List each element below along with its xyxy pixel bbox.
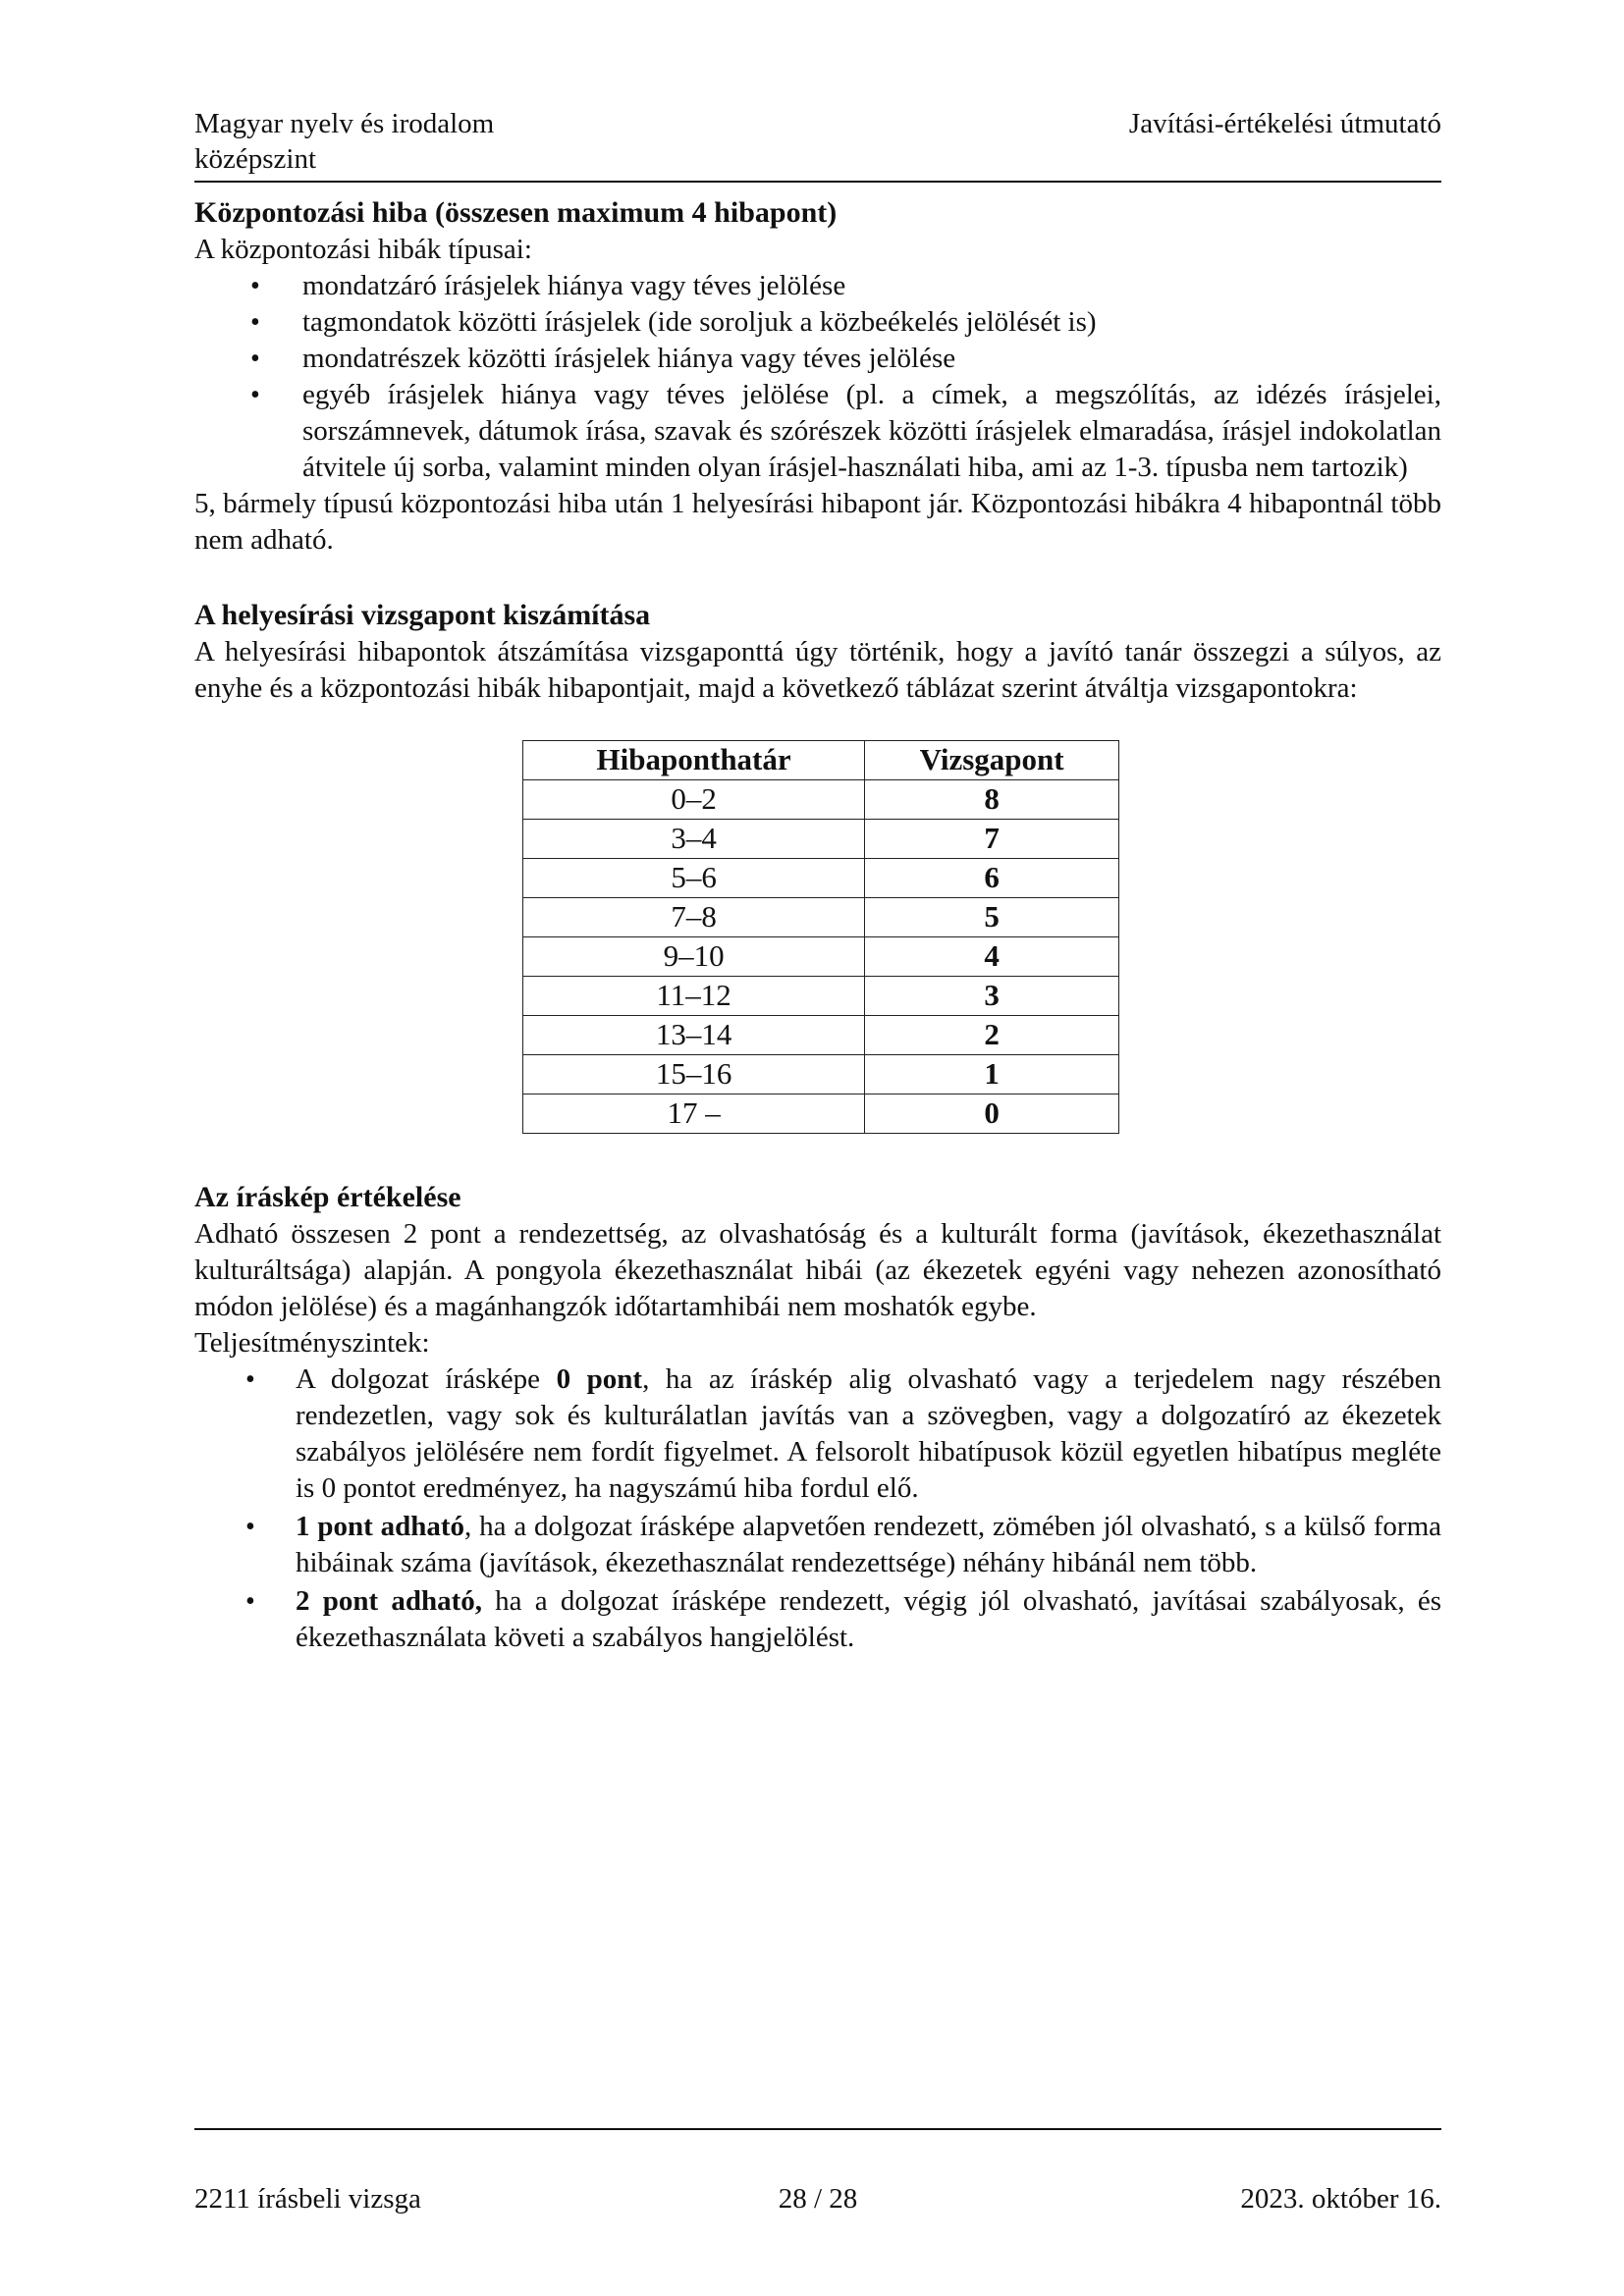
exam-label: 2211 írásbeli vizsga — [194, 2183, 421, 2215]
list-item — [194, 304, 1441, 341]
range-cell: 9–10 — [523, 937, 865, 977]
writing-text: Adható összesen 2 pont a rendezettség, az olvashatóság és a kulturált forma (javítások, ékezethasználat kulturáltsága) alapján. A pongyola ékezethasználat hibái (az ékezetek egyéni vagy nehezen azonosítható módon jelölése) és a magánhangzók időtartamhibái nem moshatók egybe. — [194, 1218, 1441, 1322]
range-cell: 13–14 — [523, 1016, 865, 1055]
list-item — [194, 1583, 1441, 1656]
bullet-icon: • — [250, 307, 260, 338]
subject-label: Magyar nyelv és irodalom — [194, 108, 495, 139]
exam-date: 2023. október 16. — [1240, 2183, 1441, 2215]
col-header-score: Vizsgapont — [865, 741, 1119, 780]
list-item — [194, 377, 1441, 486]
centralized-list — [194, 268, 1441, 486]
score-cell: 2 — [865, 1016, 1119, 1055]
page-header — [194, 106, 1441, 185]
score-cell: 8 — [865, 780, 1119, 820]
range-cell: 15–16 — [523, 1055, 865, 1095]
list-item-text: mondatzáró írásjelek hiánya vagy téves jelölése — [302, 270, 846, 301]
col-header-range: Hibaponthatár — [523, 741, 865, 780]
list-item — [194, 268, 1441, 304]
level-post: , ha az íráskép alig olvasható vagy a terjedelem nagy részében rendezetlen, vagy sok és kulturálatlan javítás van a szövegben, vagy a dolgozatíró az ékezetek szabályos jelölésére nem fordít figyelmet. A felsorolt hibatípusok közül egyetlen hibatípus megléte is 0 pontot eredményez, ha nagyszámú hiba fordul elő. — [296, 1363, 1441, 1504]
level-post: ha a dolgozat írásképe rendezett, végig jól olvasható, javításai szabályosak, és ékezethasználata követi a szabályos hangjelölést. — [296, 1585, 1442, 1653]
header-left — [194, 106, 494, 177]
score-cell: 1 — [865, 1055, 1119, 1095]
score-cell: 0 — [865, 1095, 1119, 1134]
score-cell: 4 — [865, 937, 1119, 977]
page-content — [194, 194, 1441, 1658]
table-row — [523, 937, 1119, 977]
list-item-text: egyéb írásjelek hiánya vagy téves jelölése (pl. a címek, a megszólítás, az idézés írásjelei, sorszámnevek, dátumok írása, szavak és szórészek közötti írásjelek elmaradása, írásjel indokolatlan átvitele új sorba, valamint minden olyan írásjel-használati hiba, ami az 1-3. típusba nem tartozik) — [302, 379, 1441, 483]
bullet-icon: • — [250, 344, 260, 374]
level-pre: A dolgozat írásképe — [296, 1363, 557, 1395]
score-table — [522, 740, 1119, 1134]
list-item — [194, 341, 1441, 377]
centralized-intro: A központozási hibák típusai: — [194, 234, 532, 265]
level-bold: 0 pont — [556, 1363, 643, 1395]
bullet-icon: • — [245, 1586, 255, 1617]
levels-list — [194, 1362, 1441, 1656]
score-cell: 7 — [865, 820, 1119, 859]
level-bold: 2 pont adható, — [296, 1585, 482, 1617]
table-row — [523, 1016, 1119, 1055]
centralized-heading: Központozási hiba (összesen maximum 4 hibapont) — [194, 196, 838, 229]
table-header-row — [523, 741, 1119, 780]
table-row — [523, 859, 1119, 898]
range-cell: 3–4 — [523, 820, 865, 859]
table-row — [523, 1095, 1119, 1134]
centralized-note: 5, bármely típusú központozási hiba után 1 helyesírási hibapont jár. Központozási hibákra 4 hibapontnál több nem adható. — [194, 488, 1441, 556]
calc-heading: A helyesírási vizsgapont kiszámítása — [194, 599, 651, 631]
page-number: 28 / 28 — [778, 2183, 858, 2215]
bullet-icon: • — [245, 1364, 255, 1395]
table-row — [523, 1055, 1119, 1095]
header-divider — [194, 181, 1441, 183]
level-post: , ha a dolgozat írásképe alapvetően rendezett, zömében jól olvasható, s a külső forma hibáinak száma (javítások, ékezethasználat rendezettsége) néhány hibánál nem több. — [296, 1511, 1442, 1578]
table-row — [523, 820, 1119, 859]
page-footer — [194, 2181, 1441, 2220]
score-cell: 3 — [865, 977, 1119, 1016]
writing-heading: Az íráskép értékelése — [194, 1181, 461, 1213]
level-bold: 1 pont adható — [296, 1511, 465, 1542]
calc-text: A helyesírási hibapontok átszámítása vizsgaponttá úgy történik, hogy a javító tanár összegzi a súlyos, az enyhe és a központozási hibák hibapontjait, majd a következő táblázat szerint átváltja vizsgapontokra: — [194, 636, 1441, 704]
range-cell: 0–2 — [523, 780, 865, 820]
bullet-icon: • — [250, 380, 260, 410]
level-label: középszint — [194, 143, 317, 175]
table-row — [523, 898, 1119, 937]
levels-label: Teljesítményszintek: — [194, 1327, 430, 1359]
range-cell: 17 – — [523, 1095, 865, 1134]
bullet-icon: • — [245, 1512, 255, 1542]
score-cell: 5 — [865, 898, 1119, 937]
score-cell: 6 — [865, 859, 1119, 898]
doc-type-label: Javítási-értékelési útmutató — [1128, 108, 1441, 139]
list-item — [194, 1362, 1441, 1507]
bullet-icon: • — [250, 271, 260, 301]
table-row — [523, 977, 1119, 1016]
table-row — [523, 780, 1119, 820]
list-item-text: mondatrészek közötti írásjelek hiánya vagy téves jelölése — [302, 343, 956, 374]
list-item — [194, 1509, 1441, 1581]
range-cell: 5–6 — [523, 859, 865, 898]
range-cell: 7–8 — [523, 898, 865, 937]
footer-divider — [194, 2128, 1441, 2130]
list-item-text: tagmondatok közötti írásjelek (ide soroljuk a közbeékelés jelölését is) — [302, 306, 1097, 338]
range-cell: 11–12 — [523, 977, 865, 1016]
